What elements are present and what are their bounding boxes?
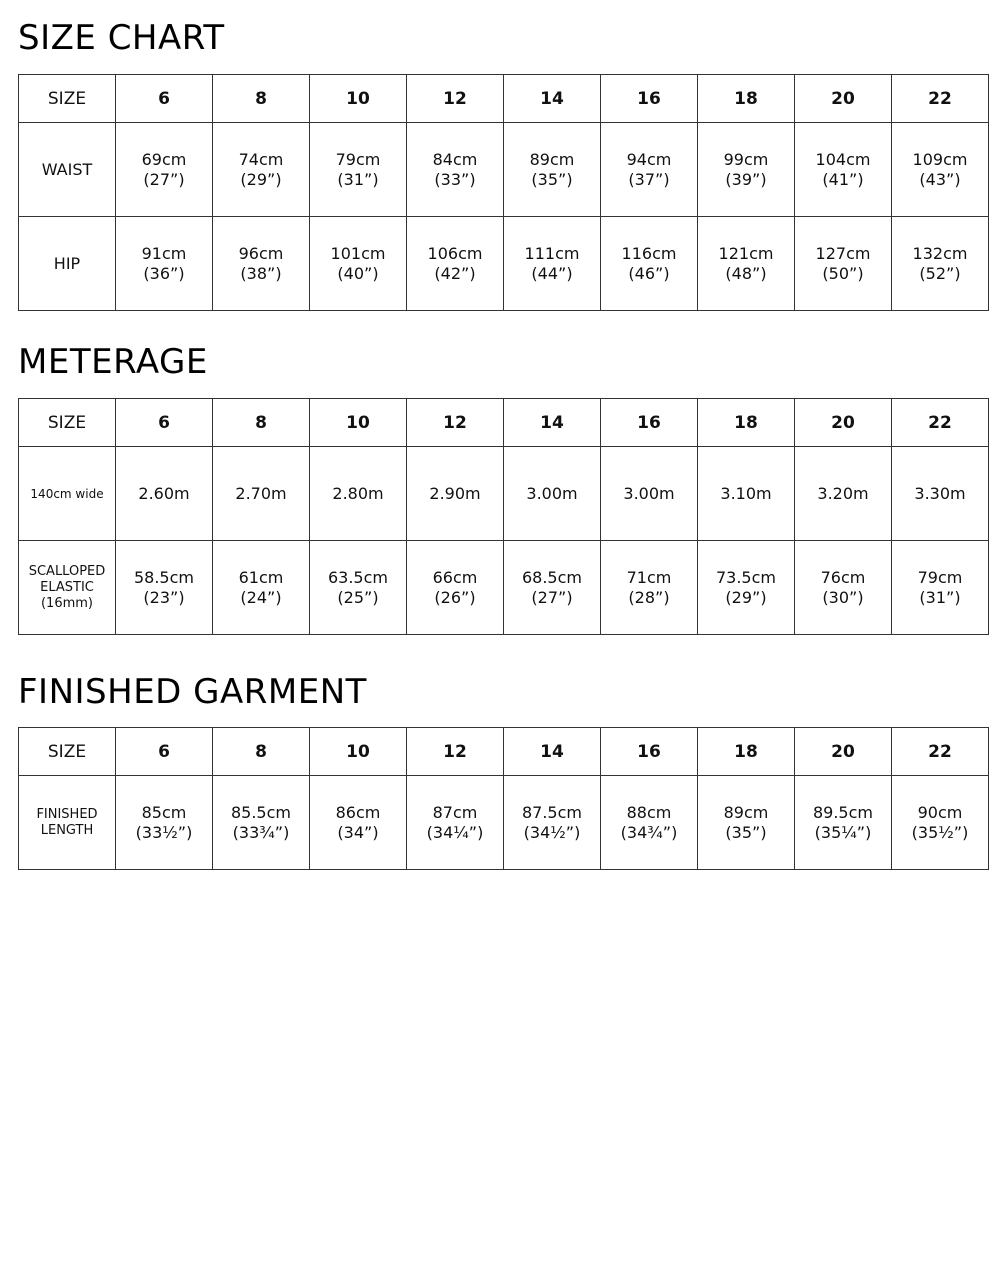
size-column-header: 8 bbox=[213, 728, 310, 776]
waist-cell: 99cm (39”) bbox=[698, 123, 795, 217]
fabric-meterage-cell: 2.80m bbox=[310, 447, 407, 541]
hip-cell: 116cm (46”) bbox=[601, 217, 698, 311]
fabric-meterage-cell: 2.60m bbox=[116, 447, 213, 541]
fabric-meterage-cell: 3.20m bbox=[795, 447, 892, 541]
size-column-header: 20 bbox=[795, 75, 892, 123]
finished-length-cell: 85cm (33½”) bbox=[116, 776, 213, 870]
meterage-table bbox=[18, 398, 989, 635]
size-column-header: 14 bbox=[504, 728, 601, 776]
size-column-header: 10 bbox=[310, 75, 407, 123]
size-column-header: 12 bbox=[407, 728, 504, 776]
size-column-header: 22 bbox=[892, 75, 989, 123]
elastic-cell: 76cm (30”) bbox=[795, 541, 892, 635]
hip-row-label: HIP bbox=[19, 217, 116, 311]
elastic-cell: 61cm (24”) bbox=[213, 541, 310, 635]
fabric-width-row bbox=[19, 447, 989, 541]
hip-cell: 106cm (42”) bbox=[407, 217, 504, 311]
elastic-cell: 63.5cm (25”) bbox=[310, 541, 407, 635]
finished-garment-title: FINISHED GARMENT bbox=[18, 672, 367, 712]
finished-length-cell: 85.5cm (33¾”) bbox=[213, 776, 310, 870]
size-column-header: 6 bbox=[116, 75, 213, 123]
finished-garment-table bbox=[18, 727, 989, 870]
elastic-cell: 73.5cm (29”) bbox=[698, 541, 795, 635]
hip-cell: 121cm (48”) bbox=[698, 217, 795, 311]
finished-length-cell: 87.5cm (34½”) bbox=[504, 776, 601, 870]
size-column-header: 6 bbox=[116, 728, 213, 776]
finished-length-cell: 90cm (35½”) bbox=[892, 776, 989, 870]
finished-garment-header-row bbox=[19, 728, 989, 776]
size-chart-title: SIZE CHART bbox=[18, 18, 225, 58]
hip-cell: 91cm (36”) bbox=[116, 217, 213, 311]
waist-row-label: WAIST bbox=[19, 123, 116, 217]
size-column-header: 18 bbox=[698, 399, 795, 447]
elastic-cell: 68.5cm (27”) bbox=[504, 541, 601, 635]
finished-length-cell: 86cm (34”) bbox=[310, 776, 407, 870]
finished-length-cell: 87cm (34¼”) bbox=[407, 776, 504, 870]
meterage-title: METERAGE bbox=[18, 342, 208, 382]
fabric-meterage-cell: 3.30m bbox=[892, 447, 989, 541]
size-column-header: 6 bbox=[116, 399, 213, 447]
size-header-label: SIZE bbox=[19, 75, 116, 123]
size-column-header: 22 bbox=[892, 728, 989, 776]
elastic-cell: 79cm (31”) bbox=[892, 541, 989, 635]
elastic-cell: 66cm (26”) bbox=[407, 541, 504, 635]
size-column-header: 14 bbox=[504, 75, 601, 123]
hip-cell: 96cm (38”) bbox=[213, 217, 310, 311]
waist-cell: 69cm (27”) bbox=[116, 123, 213, 217]
size-column-header: 8 bbox=[213, 75, 310, 123]
finished-length-row bbox=[19, 776, 989, 870]
scalloped-elastic-row bbox=[19, 541, 989, 635]
meterage-header-row bbox=[19, 399, 989, 447]
elastic-cell: 71cm (28”) bbox=[601, 541, 698, 635]
size-column-header: 8 bbox=[213, 399, 310, 447]
elastic-cell: 58.5cm (23”) bbox=[116, 541, 213, 635]
size-column-header: 12 bbox=[407, 399, 504, 447]
waist-cell: 109cm (43”) bbox=[892, 123, 989, 217]
fabric-meterage-cell: 3.00m bbox=[601, 447, 698, 541]
waist-cell: 74cm (29”) bbox=[213, 123, 310, 217]
size-column-header: 18 bbox=[698, 75, 795, 123]
size-column-header: 14 bbox=[504, 399, 601, 447]
size-column-header: 20 bbox=[795, 728, 892, 776]
size-column-header: 16 bbox=[601, 75, 698, 123]
hip-cell: 111cm (44”) bbox=[504, 217, 601, 311]
waist-cell: 79cm (31”) bbox=[310, 123, 407, 217]
finished-length-row-label: FINISHED LENGTH bbox=[19, 776, 116, 870]
hip-cell: 132cm (52”) bbox=[892, 217, 989, 311]
fabric-meterage-cell: 3.00m bbox=[504, 447, 601, 541]
size-column-header: 16 bbox=[601, 728, 698, 776]
fabric-meterage-cell: 2.70m bbox=[213, 447, 310, 541]
size-column-header: 22 bbox=[892, 399, 989, 447]
hip-cell: 127cm (50”) bbox=[795, 217, 892, 311]
waist-cell: 84cm (33”) bbox=[407, 123, 504, 217]
finished-length-cell: 89cm (35”) bbox=[698, 776, 795, 870]
fabric-meterage-cell: 3.10m bbox=[698, 447, 795, 541]
size-column-header: 20 bbox=[795, 399, 892, 447]
waist-row bbox=[19, 123, 989, 217]
size-chart-table bbox=[18, 74, 989, 311]
waist-cell: 104cm (41”) bbox=[795, 123, 892, 217]
size-chart-header-row bbox=[19, 75, 989, 123]
fabric-width-row-label: 140cm wide bbox=[19, 447, 116, 541]
size-header-label: SIZE bbox=[19, 399, 116, 447]
waist-cell: 89cm (35”) bbox=[504, 123, 601, 217]
scalloped-elastic-row-label: SCALLOPED ELASTIC (16mm) bbox=[19, 541, 116, 635]
hip-cell: 101cm (40”) bbox=[310, 217, 407, 311]
waist-cell: 94cm (37”) bbox=[601, 123, 698, 217]
size-header-label: SIZE bbox=[19, 728, 116, 776]
hip-row bbox=[19, 217, 989, 311]
size-column-header: 12 bbox=[407, 75, 504, 123]
finished-length-cell: 89.5cm (35¼”) bbox=[795, 776, 892, 870]
size-column-header: 10 bbox=[310, 399, 407, 447]
finished-length-cell: 88cm (34¾”) bbox=[601, 776, 698, 870]
size-column-header: 16 bbox=[601, 399, 698, 447]
size-column-header: 10 bbox=[310, 728, 407, 776]
fabric-meterage-cell: 2.90m bbox=[407, 447, 504, 541]
size-column-header: 18 bbox=[698, 728, 795, 776]
